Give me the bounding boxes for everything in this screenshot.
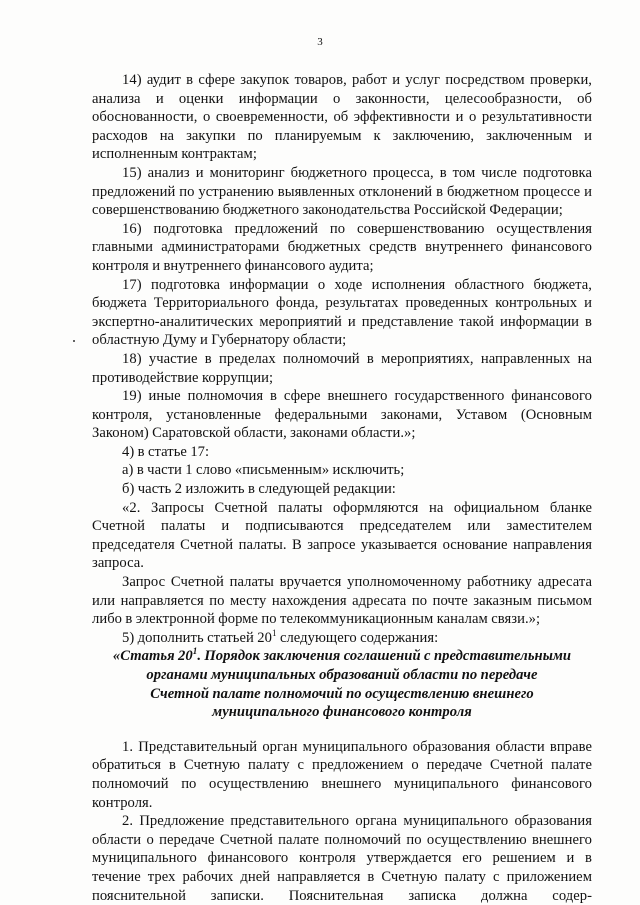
amendment-5-superscript: 1 (271, 627, 277, 638)
article-heading-line-1 (92, 647, 592, 666)
article-heading-superscript: 1 (192, 646, 198, 657)
list-item-17: 17) подготовка информации о ходе исполнения областного бюджета, бюджета Территориального фонда, результатах проведенных контрольных и экспертно-аналитических мероприятий и представление такой информации в областную Думу и Губернатору области; (92, 276, 592, 349)
list-item-18: 18) участие в пределах полномочий в мероприятиях, направленных на противодействие коррупции; (92, 350, 592, 386)
amendment-5-after: следующего содержания: (276, 629, 439, 646)
amendment-subitem-a: а) в части 1 слово «письменным» исключить; (122, 462, 405, 479)
list-item-16: 16) подготовка предложений по совершенствованию осуществления главными администраторами бюджетных средств внутреннего финансового контроля и внутреннего финансового аудита; (92, 220, 592, 274)
article-heading (92, 647, 592, 721)
article-paragraph-2: 2. Предложение представительного органа муниципального образования области о передаче Счетной палате полномочий по осуществлению внешнего муниципального финансового контроля утверждается его решением и в течение трех рабочих дней направляется в Счетную палату с приложением пояснительной записки. Пояснительная записка должна содер- (92, 813, 592, 904)
amendment-subitem-b: б) часть 2 изложить в следующей редакции: (122, 481, 396, 498)
article-paragraph-1: 1. Представительный орган муниципального образования области вправе обратиться в Счетную палату с предложением о передаче Счетной палате полномочий по осуществлению внешнего муниципального финансового контроля. (92, 738, 592, 811)
article-heading-line-2: органами муниципальных образований области по передаче (146, 667, 538, 683)
amendment-item-5 (92, 629, 592, 648)
list-item-15: 15) анализ и мониторинг бюджетного процесса, в том числе подготовка предложений по устранению выявленных отклонений в бюджетном процессе и совершенствованию бюджетного законодательства Российской Федерации; (92, 164, 592, 219)
quoted-part-2: «2. Запросы Счетной палаты оформляются на официальном бланке Счетной палаты и подписываются председателем или заместителем председателя Счетной палаты. В запросе указывается основание направления запроса. (92, 499, 592, 572)
list-item-14: 14) аудит в сфере закупок товаров, работ и услуг посредством проверки, анализа и оценки информации о законности, целесообразности, об обоснованности, о своевременности, об эффективности и о результативности расходов на закупки по планируемым к заключению, заключенным и исполненным контрактам; (92, 72, 592, 163)
article-heading-line-4: муниципального финансового контроля (212, 704, 472, 721)
amendment-item-4: 4) в статье 17: (122, 443, 210, 460)
article-heading-line-3: Счетной палате полномочий по осуществлению внешнего (150, 685, 534, 702)
scan-artifact (73, 340, 75, 342)
amendment-5-before: 5) дополнить статьей 20 (122, 629, 272, 646)
article-heading-prefix: «Статья 20 (112, 648, 193, 665)
article-heading-title: . Порядок заключения соглашений с представительными (197, 648, 572, 665)
quoted-request-delivery: Запрос Счетной палаты вручается уполномоченному работнику адресата или направляется по месту нахождения адресата по почте заказным письмом либо в электронной форме по телекоммуникационным каналам связи.»; (92, 574, 592, 628)
document-body (92, 71, 592, 905)
list-item-19: 19) иные полномочия в сфере внешнего государственного финансового контроля, установленные федеральными законами, Уставом (Основным Законом) Саратовской области, законами области.»; (92, 388, 592, 442)
page-number: 3 (317, 36, 323, 48)
